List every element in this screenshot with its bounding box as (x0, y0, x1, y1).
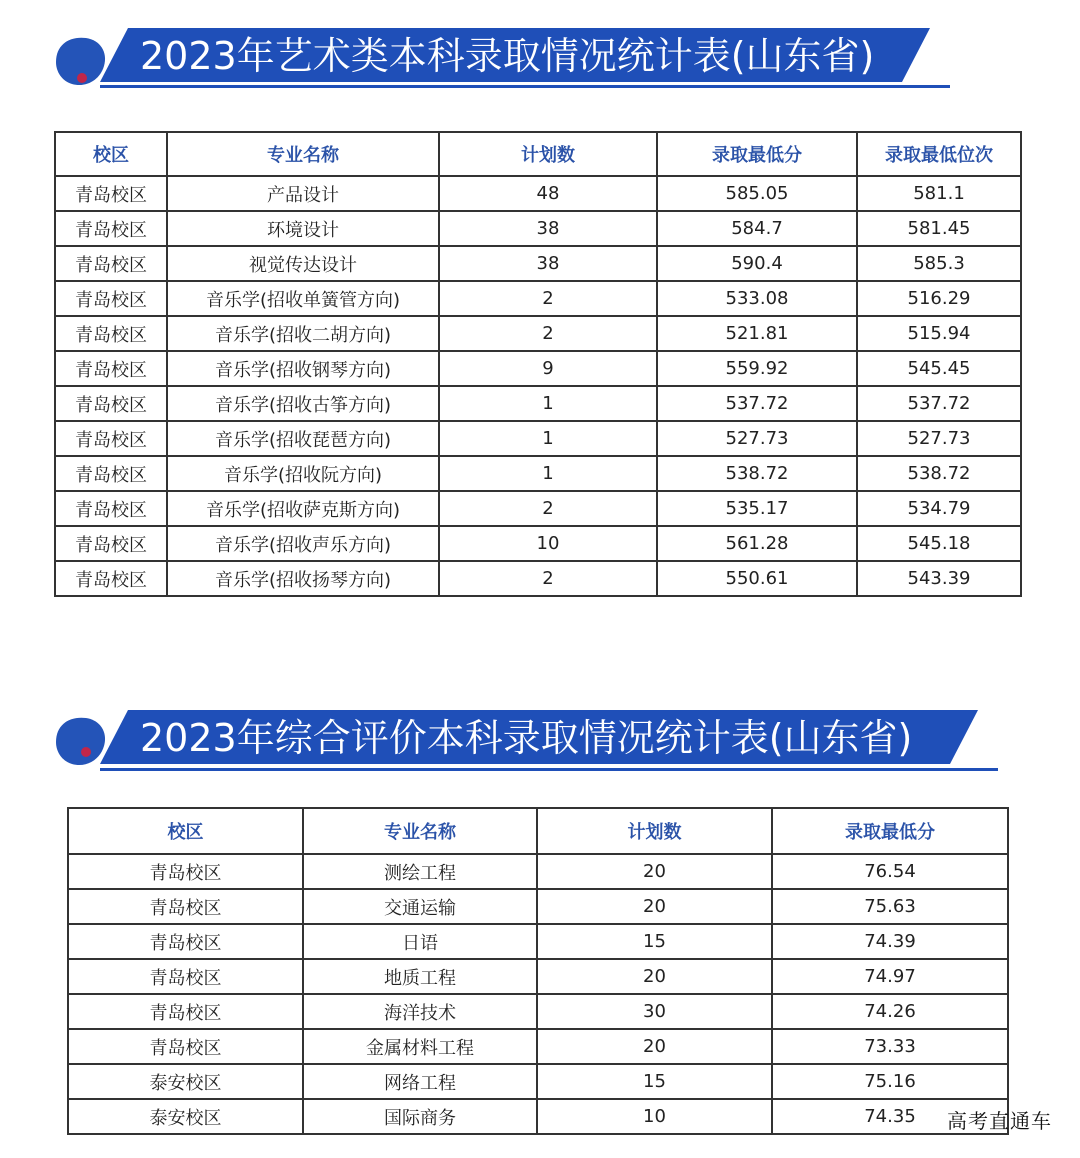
table-row (55, 491, 1021, 526)
cell-score: 74.35 (772, 1099, 1008, 1134)
cell-score: 74.97 (772, 959, 1008, 994)
cell-plan: 1 (439, 421, 657, 456)
cell-score: 73.33 (772, 1029, 1008, 1064)
cell-plan: 38 (439, 246, 657, 281)
table-row (55, 281, 1021, 316)
cell-plan: 38 (439, 211, 657, 246)
table-row (55, 561, 1021, 596)
table-row (68, 889, 1008, 924)
cell-score: 521.81 (657, 316, 857, 351)
table-row (55, 351, 1021, 386)
cell-rank: 545.18 (857, 526, 1021, 561)
cell-major: 环境设计 (167, 211, 439, 246)
cell-plan: 10 (439, 526, 657, 561)
cell-rank: 543.39 (857, 561, 1021, 596)
cell-campus: 青岛校区 (68, 1029, 303, 1064)
cell-score: 76.54 (772, 854, 1008, 889)
cell-major: 交通运输 (303, 889, 537, 924)
cell-campus: 青岛校区 (55, 176, 167, 211)
cell-score: 537.72 (657, 386, 857, 421)
cell-plan: 15 (537, 924, 772, 959)
cell-major: 音乐学(招收二胡方向) (167, 316, 439, 351)
cell-score: 585.05 (657, 176, 857, 211)
cell-rank: 581.45 (857, 211, 1021, 246)
cell-score: 527.73 (657, 421, 857, 456)
cell-plan: 2 (439, 316, 657, 351)
cell-major: 日语 (303, 924, 537, 959)
table-row (68, 994, 1008, 1029)
cell-major: 国际商务 (303, 1099, 537, 1134)
cell-score: 533.08 (657, 281, 857, 316)
cell-campus: 青岛校区 (55, 386, 167, 421)
cell-plan: 15 (537, 1064, 772, 1099)
cell-plan: 2 (439, 281, 657, 316)
cell-major: 音乐学(招收阮方向) (167, 456, 439, 491)
cell-campus: 青岛校区 (55, 526, 167, 561)
cell-score: 75.63 (772, 889, 1008, 924)
cell-major: 音乐学(招收古筝方向) (167, 386, 439, 421)
cell-campus: 泰安校区 (68, 1064, 303, 1099)
table-row (68, 924, 1008, 959)
cell-major: 音乐学(招收钢琴方向) (167, 351, 439, 386)
cell-major: 视觉传达设计 (167, 246, 439, 281)
table-row (55, 246, 1021, 281)
cell-plan: 20 (537, 854, 772, 889)
cell-score: 550.61 (657, 561, 857, 596)
table-row (55, 456, 1021, 491)
cell-campus: 青岛校区 (55, 351, 167, 386)
cell-major: 测绘工程 (303, 854, 537, 889)
cell-campus: 青岛校区 (68, 924, 303, 959)
cell-campus: 泰安校区 (68, 1099, 303, 1134)
cell-plan: 30 (537, 994, 772, 1029)
cell-major: 音乐学(招收琵琶方向) (167, 421, 439, 456)
section1-title: 2023年艺术类本科录取情况统计表(山东省) (140, 34, 875, 78)
cell-rank: 545.45 (857, 351, 1021, 386)
table-header-row (68, 808, 1008, 854)
watermark: 高考直通车 (947, 1109, 1052, 1133)
cell-major: 海洋技术 (303, 994, 537, 1029)
header-plan: 计划数 (439, 132, 657, 176)
cell-plan: 20 (537, 959, 772, 994)
cell-plan: 20 (537, 889, 772, 924)
section2-title-banner (0, 706, 1080, 776)
header-major: 专业名称 (303, 808, 537, 854)
cell-plan: 2 (439, 561, 657, 596)
cell-score: 74.26 (772, 994, 1008, 1029)
cell-score: 538.72 (657, 456, 857, 491)
cell-rank: 527.73 (857, 421, 1021, 456)
table-row (55, 211, 1021, 246)
header-campus: 校区 (55, 132, 167, 176)
table-row (68, 959, 1008, 994)
cell-campus: 青岛校区 (68, 854, 303, 889)
cell-rank: 515.94 (857, 316, 1021, 351)
table-header-row (55, 132, 1021, 176)
cell-score: 75.16 (772, 1064, 1008, 1099)
table-row (55, 316, 1021, 351)
cell-major: 地质工程 (303, 959, 537, 994)
cell-score: 74.39 (772, 924, 1008, 959)
cell-plan: 1 (439, 386, 657, 421)
cell-campus: 青岛校区 (55, 316, 167, 351)
header-plan: 计划数 (537, 808, 772, 854)
cell-score: 559.92 (657, 351, 857, 386)
cell-campus: 青岛校区 (55, 561, 167, 596)
header-min-score: 录取最低分 (657, 132, 857, 176)
table-row (55, 421, 1021, 456)
cell-rank: 585.3 (857, 246, 1021, 281)
cell-rank: 581.1 (857, 176, 1021, 211)
cell-plan: 20 (537, 1029, 772, 1064)
cell-campus: 青岛校区 (68, 889, 303, 924)
header-min-rank: 录取最低位次 (857, 132, 1021, 176)
cell-campus: 青岛校区 (55, 491, 167, 526)
section2-title: 2023年综合评价本科录取情况统计表(山东省) (140, 716, 913, 760)
table-row (55, 526, 1021, 561)
cell-campus: 青岛校区 (55, 421, 167, 456)
header-min-score: 录取最低分 (772, 808, 1008, 854)
cell-rank: 538.72 (857, 456, 1021, 491)
cell-score: 590.4 (657, 246, 857, 281)
art-admission-table (54, 131, 1022, 597)
cell-major: 音乐学(招收声乐方向) (167, 526, 439, 561)
table-row (68, 854, 1008, 889)
cell-rank: 534.79 (857, 491, 1021, 526)
cell-score: 561.28 (657, 526, 857, 561)
cell-score: 535.17 (657, 491, 857, 526)
table-row (68, 1064, 1008, 1099)
cell-campus: 青岛校区 (55, 211, 167, 246)
cell-major: 音乐学(招收单簧管方向) (167, 281, 439, 316)
cell-campus: 青岛校区 (68, 959, 303, 994)
cell-major: 产品设计 (167, 176, 439, 211)
blob-icon (56, 718, 105, 765)
section1-title-banner (0, 22, 1080, 92)
cell-rank: 537.72 (857, 386, 1021, 421)
cell-campus: 青岛校区 (68, 994, 303, 1029)
cell-plan: 9 (439, 351, 657, 386)
cell-major: 音乐学(招收扬琴方向) (167, 561, 439, 596)
cell-plan: 2 (439, 491, 657, 526)
cell-rank: 516.29 (857, 281, 1021, 316)
cell-major: 金属材料工程 (303, 1029, 537, 1064)
table-row (68, 1029, 1008, 1064)
comprehensive-admission-table (67, 807, 1009, 1135)
cell-campus: 青岛校区 (55, 456, 167, 491)
cell-plan: 10 (537, 1099, 772, 1134)
header-campus: 校区 (68, 808, 303, 854)
table-row (55, 386, 1021, 421)
cell-score: 584.7 (657, 211, 857, 246)
cell-major: 网络工程 (303, 1064, 537, 1099)
cell-campus: 青岛校区 (55, 246, 167, 281)
cell-plan: 1 (439, 456, 657, 491)
header-major: 专业名称 (167, 132, 439, 176)
table-row (55, 176, 1021, 211)
cell-campus: 青岛校区 (55, 281, 167, 316)
cell-plan: 48 (439, 176, 657, 211)
cell-major: 音乐学(招收萨克斯方向) (167, 491, 439, 526)
table-row (68, 1099, 1008, 1134)
